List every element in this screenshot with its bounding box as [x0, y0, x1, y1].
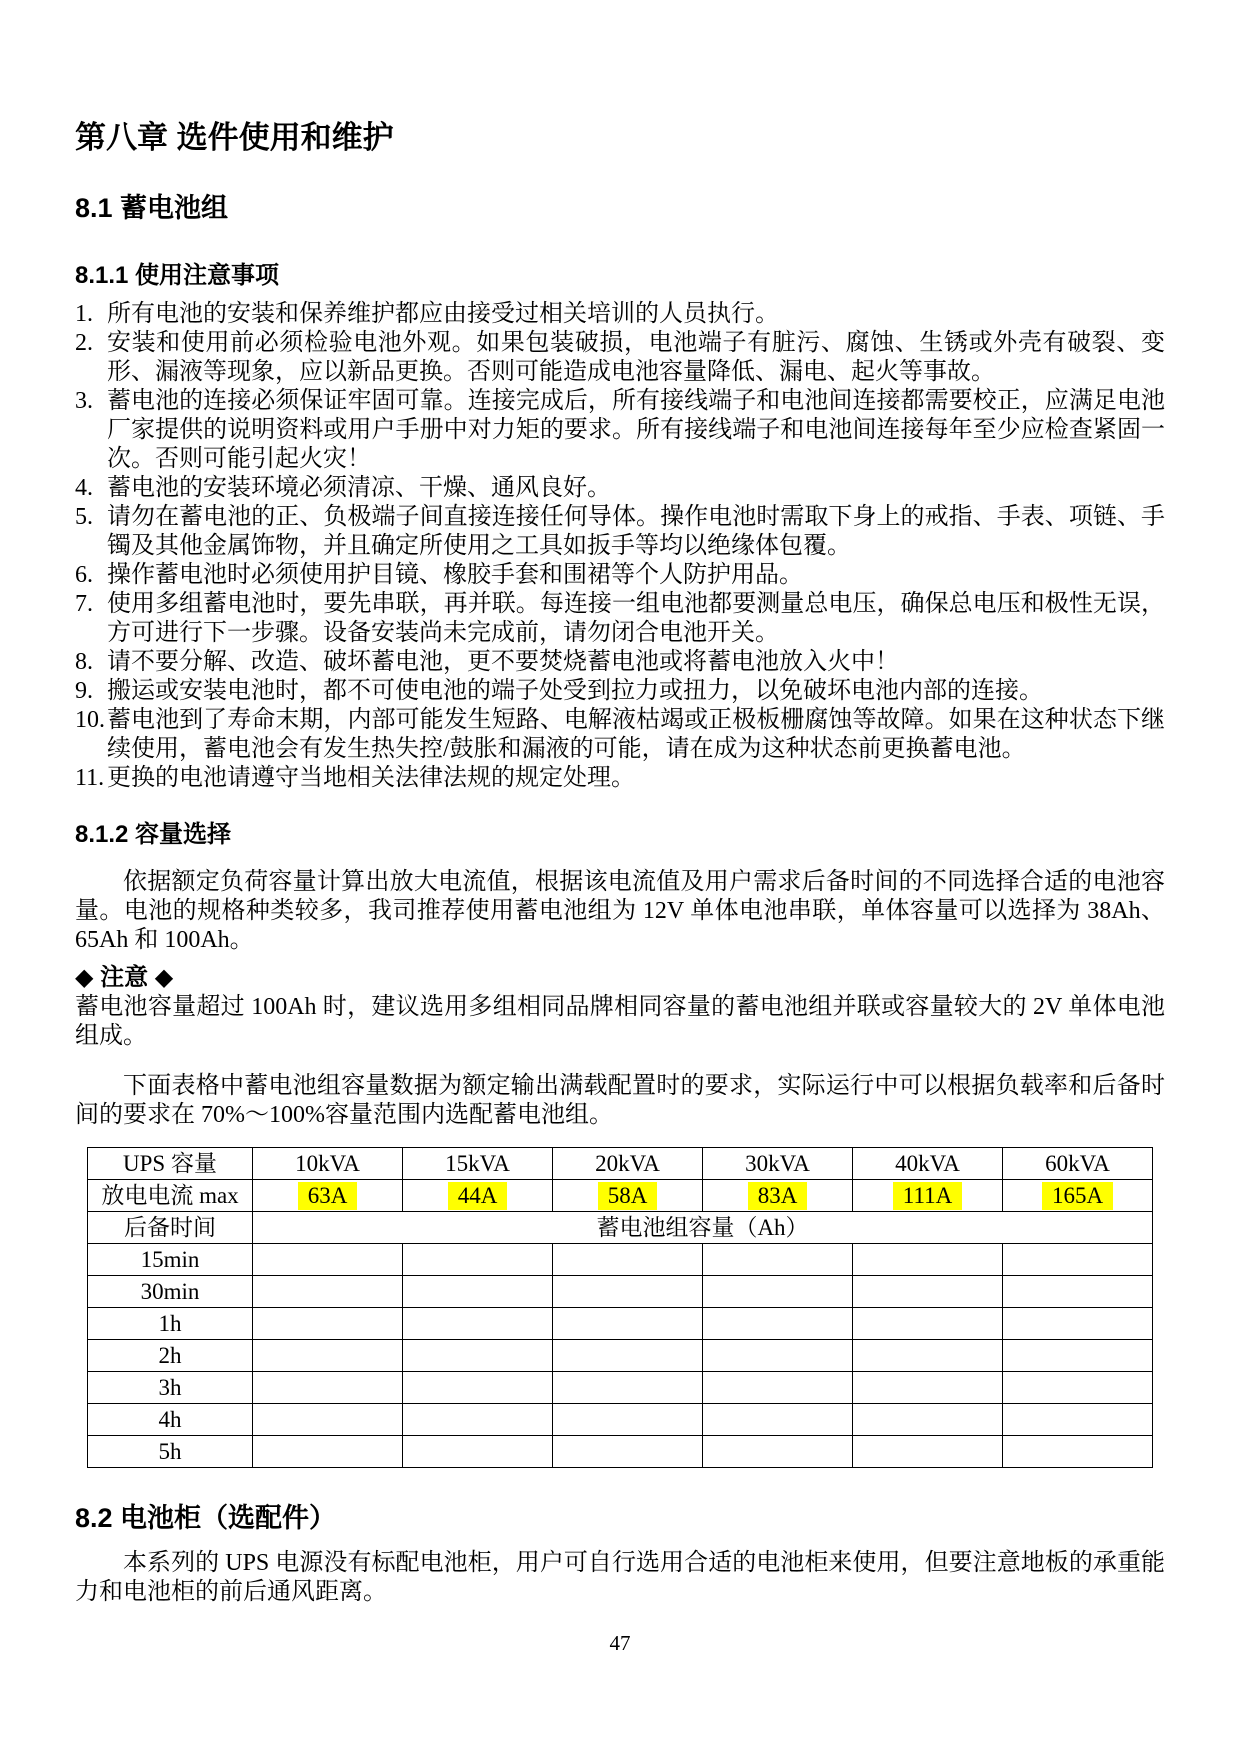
current-value-cell	[253, 1180, 403, 1212]
empty-cell	[1003, 1308, 1153, 1340]
empty-cell	[853, 1308, 1003, 1340]
empty-cell	[703, 1308, 853, 1340]
table-row-ups-capacity	[88, 1148, 1153, 1180]
precaution-item-2: 安装和使用前必须检验电池外观。如果包装破损，电池端子有脏污、腐蚀、生锈或外壳有破裂、变形、漏液等现象，应以新品更换。否则可能造成电池容量降低、漏电、起火等事故。	[107, 330, 1165, 385]
capacity-header-cell: 60kVA	[1003, 1148, 1153, 1180]
section-8-1-2-title: 8.1.2 容量选择	[75, 821, 232, 848]
highlighted-current-value: 63A	[298, 1182, 358, 1210]
current-value-cell	[553, 1180, 703, 1212]
empty-cell	[403, 1308, 553, 1340]
time-label-cell: 3h	[88, 1372, 253, 1404]
empty-cell	[1003, 1276, 1153, 1308]
empty-cell	[553, 1244, 703, 1276]
table-row-time	[88, 1276, 1153, 1308]
capacity-header-cell: 20kVA	[553, 1148, 703, 1180]
empty-cell	[853, 1340, 1003, 1372]
empty-cell	[853, 1244, 1003, 1276]
table-row-time	[88, 1404, 1153, 1436]
empty-cell	[703, 1372, 853, 1404]
precaution-item-8: 请不要分解、改造、破坏蓄电池，更不要焚烧蓄电池或将蓄电池放入火中！	[107, 649, 899, 675]
current-value-cell	[703, 1180, 853, 1212]
table-row-time	[88, 1372, 1153, 1404]
empty-cell	[403, 1244, 553, 1276]
empty-cell	[853, 1372, 1003, 1404]
precaution-item-4: 蓄电池的安装环境必须清凉、干燥、通风良好。	[107, 475, 611, 501]
backup-label-cell: 后备时间	[88, 1212, 253, 1244]
highlighted-current-value: 111A	[893, 1182, 962, 1210]
empty-cell	[853, 1404, 1003, 1436]
empty-cell	[253, 1276, 403, 1308]
empty-cell	[403, 1276, 553, 1308]
empty-cell	[1003, 1340, 1153, 1372]
table-row-time	[88, 1436, 1153, 1468]
corner-label-cell: UPS 容量	[88, 1148, 253, 1180]
notice-text: 蓄电池容量超过 100Ah 时，建议选用多组相同品牌相同容量的蓄电池组并联或容量较大的 2V 单体电池组成。	[75, 994, 1165, 1049]
table-row-time	[88, 1308, 1153, 1340]
empty-cell	[553, 1372, 703, 1404]
empty-cell	[553, 1340, 703, 1372]
table-row-backup-time-header	[88, 1212, 1153, 1244]
empty-cell	[553, 1276, 703, 1308]
highlighted-current-value: 58A	[598, 1182, 658, 1210]
time-label-cell: 4h	[88, 1404, 253, 1436]
highlighted-current-value: 44A	[448, 1182, 508, 1210]
table-row-discharge-current	[88, 1180, 1153, 1212]
capacity-header-cell: 30kVA	[703, 1148, 853, 1180]
empty-cell	[703, 1244, 853, 1276]
empty-cell	[253, 1404, 403, 1436]
time-label-cell: 2h	[88, 1340, 253, 1372]
section-8-1-1-title: 8.1.1 使用注意事项	[75, 262, 280, 289]
time-label-cell: 1h	[88, 1308, 253, 1340]
current-label-cell: 放电电流 max	[88, 1180, 253, 1212]
empty-cell	[853, 1436, 1003, 1468]
battery-cabinet-paragraph: 本系列的 UPS 电源没有标配电池柜，用户可自行选用合适的电池柜来使用，但要注意地板的承重能力和电池柜的前后通风距离。	[75, 1550, 1165, 1605]
precaution-item-1: 所有电池的安装和保养维护都应由接受过相关培训的人员执行。	[107, 301, 779, 327]
precaution-item-3: 蓄电池的连接必须保证牢固可靠。连接完成后，所有接线端子和电池间连接都需要校正，应满足电池厂家提供的说明资料或用户手册中对力矩的要求。所有接线端子和电池间连接每年至少应检查紧固一次。否则可能引起火灾！	[107, 388, 1165, 472]
empty-cell	[1003, 1404, 1153, 1436]
empty-cell	[703, 1404, 853, 1436]
chapter-title: 第八章 选件使用和维护	[75, 120, 394, 155]
highlighted-current-value: 83A	[748, 1182, 808, 1210]
empty-cell	[253, 1372, 403, 1404]
time-label-cell: 5h	[88, 1436, 253, 1468]
battery-capacity-table	[87, 1147, 1153, 1468]
capacity-header-cell: 10kVA	[253, 1148, 403, 1180]
empty-cell	[553, 1308, 703, 1340]
empty-cell	[253, 1308, 403, 1340]
current-value-cell	[853, 1180, 1003, 1212]
table-row-time	[88, 1340, 1153, 1372]
empty-cell	[703, 1276, 853, 1308]
current-value-cell	[403, 1180, 553, 1212]
capacity-header-cell: 40kVA	[853, 1148, 1003, 1180]
capacity-intro-paragraph: 依据额定负荷容量计算出放大电流值，根据该电流值及用户需求后备时间的不同选择合适的电池容量。电池的规格种类较多，我司推荐使用蓄电池组为 12V 单体电池串联，单体容量可以选择为 38Ah、65Ah 和 100Ah。	[75, 869, 1165, 953]
empty-cell	[403, 1436, 553, 1468]
table-row-time	[88, 1244, 1153, 1276]
battery-capacity-span-cell: 蓄电池组容量（Ah）	[253, 1212, 1153, 1244]
empty-cell	[1003, 1372, 1153, 1404]
precaution-item-7: 使用多组蓄电池时，要先串联，再并联。每连接一组电池都要测量总电压，确保总电压和极性无误，方可进行下一步骤。设备安装尚未完成前，请勿闭合电池开关。	[107, 591, 1165, 646]
empty-cell	[403, 1404, 553, 1436]
empty-cell	[553, 1404, 703, 1436]
empty-cell	[253, 1244, 403, 1276]
time-label-cell: 15min	[88, 1244, 253, 1276]
empty-cell	[1003, 1436, 1153, 1468]
page-number: 47	[609, 1631, 631, 1655]
precaution-item-11: 更换的电池请遵守当地相关法律法规的规定处理。	[107, 765, 635, 791]
section-8-2-title: 8.2 电池柜（选配件）	[75, 1503, 337, 1533]
empty-cell	[253, 1436, 403, 1468]
notice-label: ◆ 注意 ◆	[75, 964, 174, 991]
table-intro-paragraph: 下面表格中蓄电池组容量数据为额定输出满载配置时的要求，实际运行中可以根据负载率和后备时间的要求在 70%～100%容量范围内选配蓄电池组。	[75, 1073, 1165, 1128]
precaution-list	[75, 300, 1165, 793]
capacity-header-cell: 15kVA	[403, 1148, 553, 1180]
empty-cell	[403, 1340, 553, 1372]
empty-cell	[1003, 1244, 1153, 1276]
empty-cell	[253, 1340, 403, 1372]
time-label-cell: 30min	[88, 1276, 253, 1308]
empty-cell	[853, 1276, 1003, 1308]
current-value-cell	[1003, 1180, 1153, 1212]
highlighted-current-value: 165A	[1042, 1182, 1113, 1210]
empty-cell	[703, 1436, 853, 1468]
empty-cell	[703, 1340, 853, 1372]
precaution-item-6: 操作蓄电池时必须使用护目镜、橡胶手套和围裙等个人防护用品。	[107, 562, 803, 588]
precaution-item-10: 蓄电池到了寿命末期，内部可能发生短路、电解液枯竭或正极板栅腐蚀等故障。如果在这种状态下继续使用，蓄电池会有发生热失控/鼓胀和漏液的可能，请在成为这种状态前更换蓄电池。	[107, 707, 1165, 762]
empty-cell	[553, 1436, 703, 1468]
precaution-item-5: 请勿在蓄电池的正、负极端子间直接连接任何导体。操作电池时需取下身上的戒指、手表、项链、手镯及其他金属饰物，并且确定所使用之工具如扳手等均以绝缘体包覆。	[107, 504, 1165, 559]
section-8-1-title: 8.1 蓄电池组	[75, 193, 229, 223]
empty-cell	[403, 1372, 553, 1404]
precaution-item-9: 搬运或安装电池时，都不可使电池的端子处受到拉力或扭力，以免破坏电池内部的连接。	[107, 678, 1043, 704]
